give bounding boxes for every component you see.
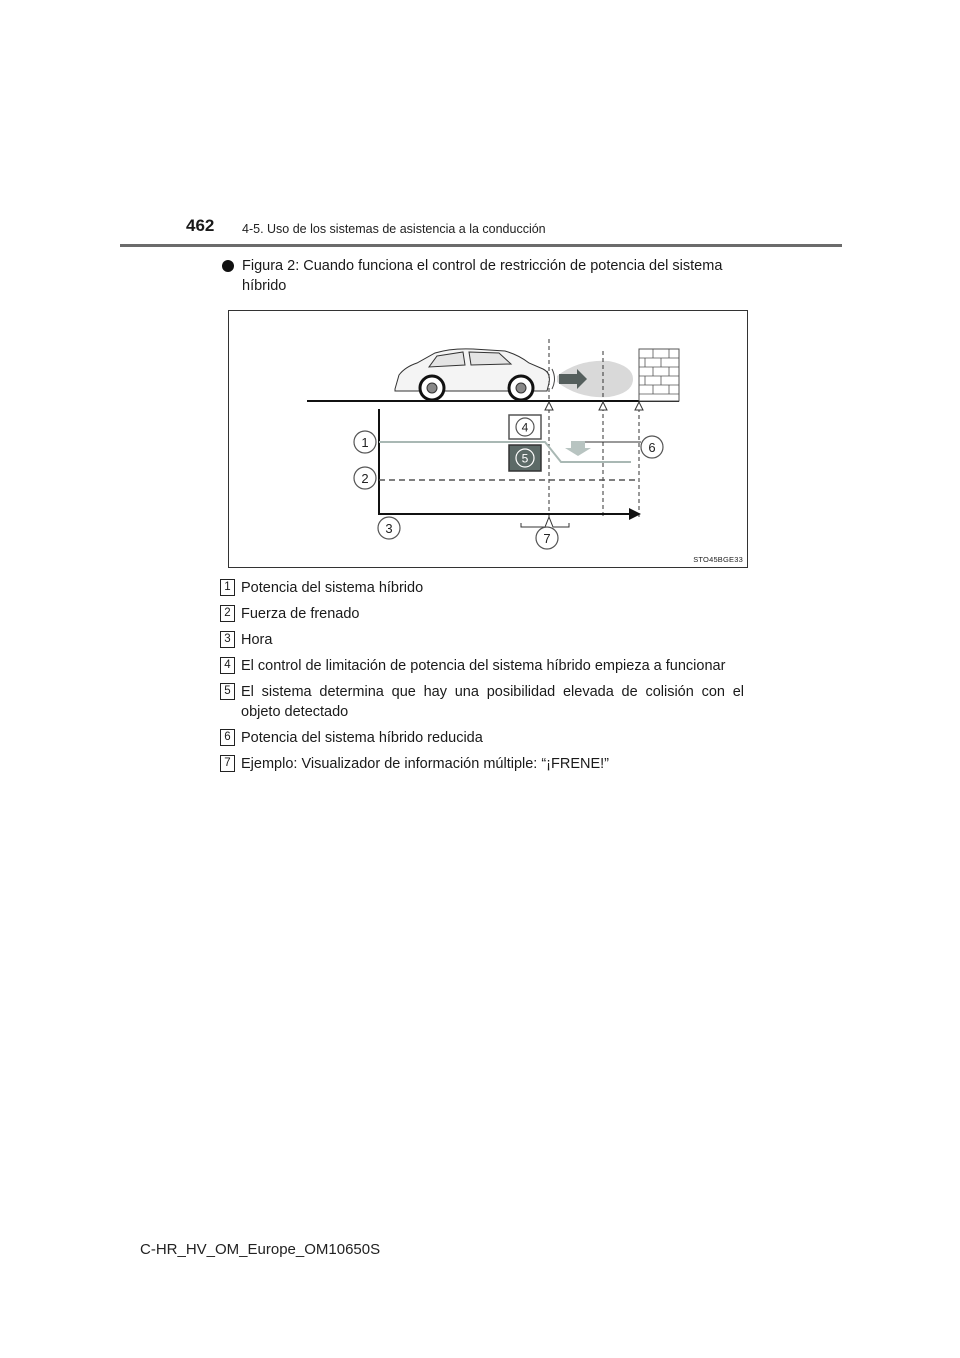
section-title: 4-5. Uso de los sistemas de asistencia a la conducción xyxy=(242,222,546,236)
legend-number-badge: 1 xyxy=(220,579,235,596)
warning-brace xyxy=(521,517,569,527)
legend-item xyxy=(220,682,744,722)
legend-number-badge: 7 xyxy=(220,755,235,772)
diagram-illustration xyxy=(229,311,747,567)
svg-text:4: 4 xyxy=(521,420,529,435)
event-marker-1-icon xyxy=(545,402,553,410)
figure-diagram xyxy=(228,310,748,568)
callout-5 xyxy=(509,445,541,471)
legend-item xyxy=(220,656,744,676)
svg-text:2: 2 xyxy=(361,471,369,486)
page-number: 462 xyxy=(186,216,215,235)
figure-code: STO45BGE33 xyxy=(693,555,743,564)
bullet-dot-icon xyxy=(222,260,234,272)
callout-7 xyxy=(536,527,558,549)
legend-text: El sistema determina que hay una posibilidad elevada de colisión con el objeto detectado xyxy=(241,684,744,720)
callout-1 xyxy=(354,431,376,453)
legend-text: Hora xyxy=(241,632,273,648)
legend-list xyxy=(220,578,744,774)
svg-text:3: 3 xyxy=(385,521,393,536)
callout-3 xyxy=(378,517,400,539)
legend-text: Ejemplo: Visualizador de información múltiple: “¡FRENE!” xyxy=(241,756,610,772)
legend-text: Fuerza de frenado xyxy=(241,606,360,622)
legend-number-badge: 6 xyxy=(220,729,235,746)
legend-text: Potencia del sistema híbrido reducida xyxy=(241,730,483,746)
callout-6 xyxy=(641,436,663,458)
svg-text:5: 5 xyxy=(521,451,529,466)
callout-2 xyxy=(354,467,376,489)
document-id: C-HR_HV_OM_Europe_OM10650S xyxy=(140,1241,381,1258)
svg-text:6: 6 xyxy=(648,440,656,455)
legend-text: Potencia del sistema híbrido xyxy=(241,580,424,596)
legend-number-badge: 4 xyxy=(220,657,235,674)
legend-number-badge: 5 xyxy=(220,683,235,700)
figure-caption-text: Figura 2: Cuando funciona el control de restricción de potencia del sistema híbrido xyxy=(242,258,723,294)
car-icon xyxy=(395,349,549,400)
header-divider xyxy=(120,244,842,247)
legend-number-badge: 2 xyxy=(220,605,235,622)
svg-text:7: 7 xyxy=(543,531,551,546)
legend-item xyxy=(220,728,744,748)
legend-item xyxy=(220,604,744,624)
reduction-arrow-icon xyxy=(571,441,585,448)
legend-item xyxy=(220,578,744,598)
legend-number-badge: 3 xyxy=(220,631,235,648)
event-marker-2-icon xyxy=(599,402,607,410)
brick-wall-icon xyxy=(639,349,679,401)
power-line xyxy=(379,442,631,462)
event-marker-3-icon xyxy=(635,402,643,410)
legend-item xyxy=(220,754,744,774)
legend-text: El control de limitación de potencia del sistema híbrido empieza a funcionar xyxy=(241,658,726,674)
legend-item xyxy=(220,630,744,650)
callout-4 xyxy=(509,415,541,439)
svg-text:1: 1 xyxy=(361,435,369,450)
